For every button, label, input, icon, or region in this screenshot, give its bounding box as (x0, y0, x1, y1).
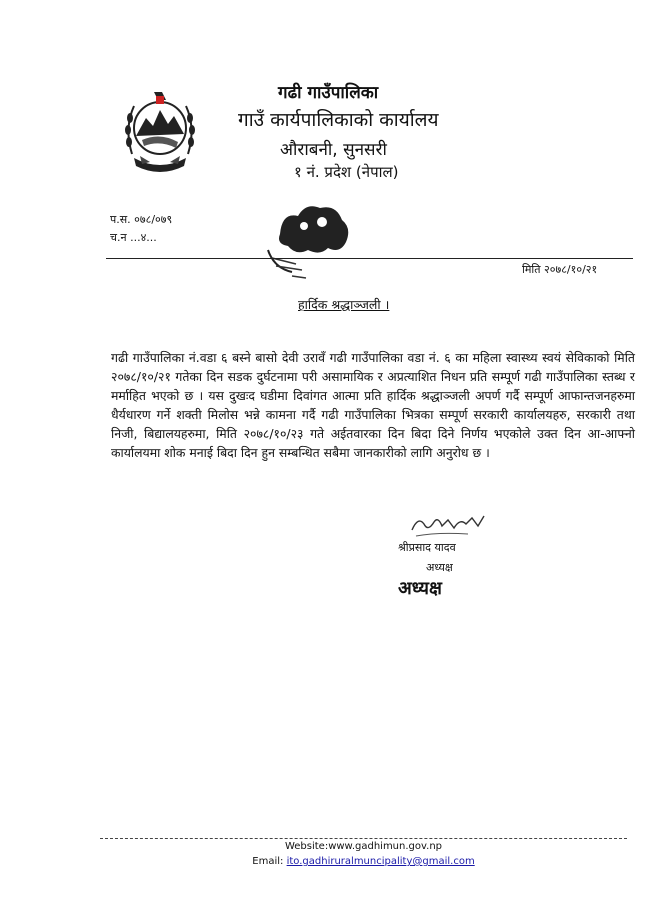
letter-subject: हार्दिक श्रद्धाञ्जली । (298, 297, 390, 312)
email-link[interactable]: ito.gadhiruralmuncipality@gmail.com (286, 856, 475, 867)
fiscal-year-ref: प.स. ०७८/०७९ (110, 213, 173, 226)
signatory-rubber-stamp: अध्यक्ष (398, 578, 442, 599)
footer-divider (100, 838, 627, 839)
email-label: Email: (252, 856, 284, 867)
office-seal-icon (262, 198, 362, 280)
office-name: गढी गाउँपालिका (278, 83, 379, 103)
letter-body: गढी गाउँपालिका नं.वडा ६ बस्ने बासो देवी उरावँ गढी गाउँपालिका वडा नं. ६ का महिला स्वास्थ्य स्वयं सेविकाको मिति २०७८/१०/२१ गतेका दिन सडक दुर्घटनामा परी असामायिक र अप्रत्याशित निधन प्रति सम्पूर्ण गढी गाउँपालिका स्तब्ध र मर्माहित भएको छ । यस दुखःद घडीमा दिवांगत आत्मा प्रति हार्दिक श्रद्धाञ्जली अपर्ण गर्दै सम्पूर्ण आफान्तजनहरुमा धैर्यधारण गर्ने शक्ती मिलोस भन्ने कामना गर्दै गढी गाउँपालिका भित्रका सम्पूर्ण सरकारी कार्यालयहरु, सरकारी तथा निजी, बिद्यालयहरुमा, मिति २०७८/१०/२३ गते अईतवारका दिन बिदा दिने निर्णय भएकोले उक्त दिन आ-आफ्नो कार्यालयमा शोक मनाई बिदा दिन हुन सम्बन्धित सबैमा जानकारीको लागि अनुरोध छ । (111, 350, 635, 461)
letter-date: मिति २०७८/१०/२१ (522, 263, 598, 276)
footer-website (100, 841, 627, 852)
website-link[interactable]: www.gadhimun.gov.np (328, 841, 443, 852)
department-name: गाउँ कार्यपालिकाको कार्यालय (238, 109, 439, 131)
signatory-title: अध्यक्ष (426, 561, 453, 574)
province-line: १ नं. प्रदेश (नेपाल) (294, 163, 399, 181)
website-label: Website: (284, 841, 329, 852)
office-address: औराबनी, सुनसरी (280, 140, 387, 160)
header-divider (106, 258, 633, 259)
dispatch-number: च.न ...४... (110, 231, 157, 244)
footer-email (100, 856, 627, 867)
signatory-name: श्रीप्रसाद यादव (398, 541, 456, 554)
nepal-emblem-icon (120, 84, 200, 176)
handwritten-signature-icon (408, 510, 492, 540)
